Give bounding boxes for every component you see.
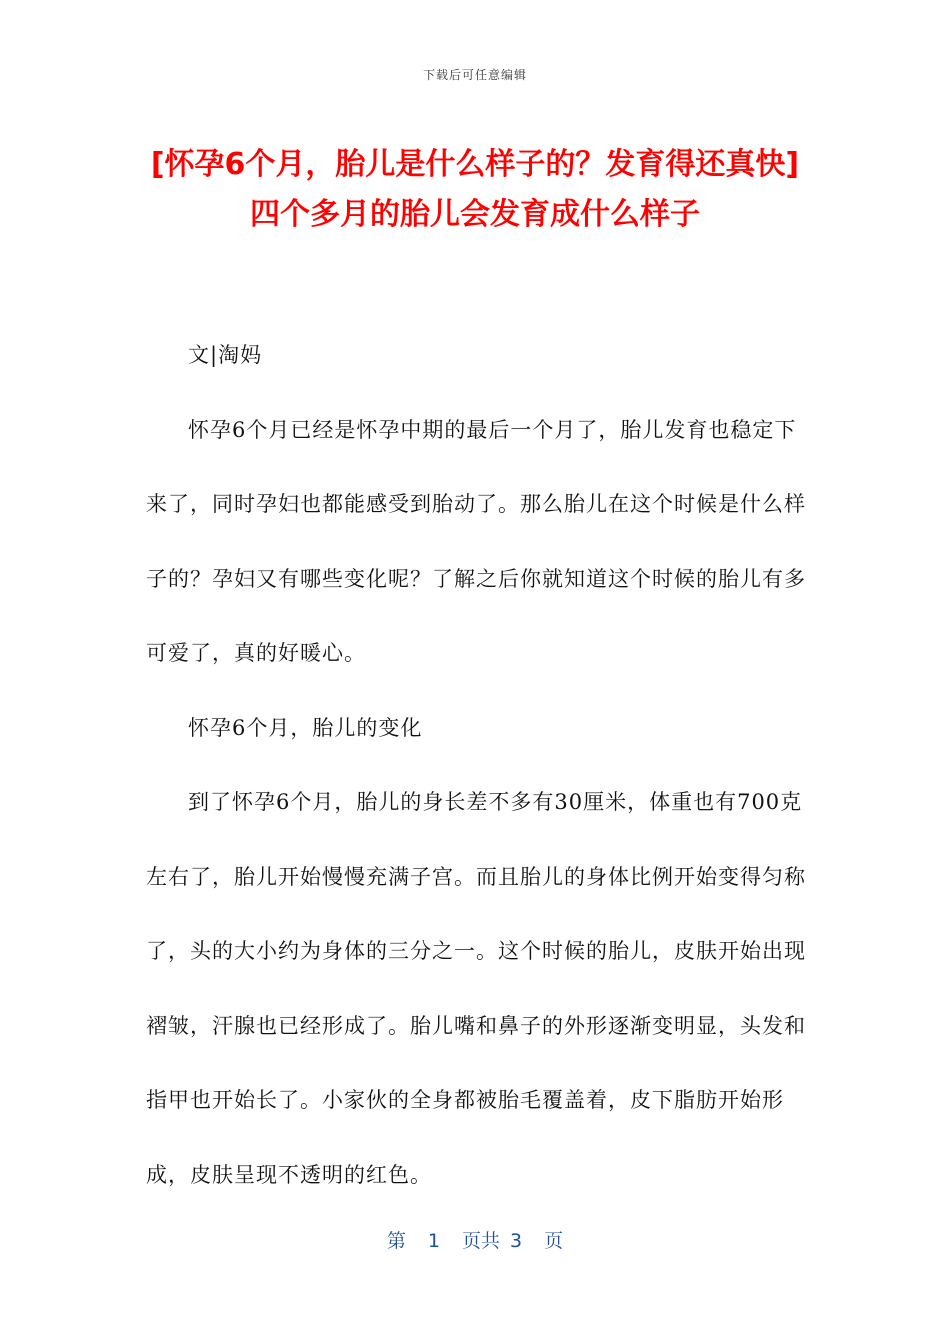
paragraph-fetal-changes: 到了怀孕6个月，胎儿的身长差不多有30厘米，体重也有700克左右了，胎儿开始慢慢充满子宫。而且胎儿的身体比例开始变得匀称了，头的大小约为身体的三分之一。这个时候的胎儿，皮肤开始出现褶皱，汗腺也已经形成了。胎儿嘴和鼻子的外形逐渐变明显，头发和指甲也开始长了。小家伙的全身都被胎毛覆盖着，皮下脂肪开始形成，皮肤呈现不透明的红色。: [146, 790, 806, 1187]
footer-page-prefix: 第: [386, 1230, 406, 1252]
paragraph-intro: 怀孕6个月已经是怀孕中期的最后一个月了，胎儿发育也稳定下来了，同时孕妇也都能感受到胎动了。那么胎儿在这个时候是什么样子的？孕妇又有哪些变化呢？了解之后你就知道这个时候的胎儿有多可爱了，真的好暖心。: [146, 417, 806, 665]
page-footer: [0, 1226, 950, 1253]
section-heading: 怀孕6个月，胎儿的变化: [188, 715, 423, 740]
footer-page-total: 3: [510, 1230, 523, 1252]
article-body: [146, 318, 806, 1212]
footer-page-middle: 页共: [461, 1230, 500, 1252]
author-line: 文|淘妈: [188, 343, 263, 367]
article-title: [怀孕6个月，胎儿是什么样子的？发育得还真快] 四个多月的胎儿会发育成什么样子: [150, 147, 800, 232]
footer-page-current: 1: [427, 1230, 440, 1252]
footer-page-suffix: 页: [544, 1230, 564, 1252]
header-note: 下载后可任意编辑: [422, 68, 527, 82]
